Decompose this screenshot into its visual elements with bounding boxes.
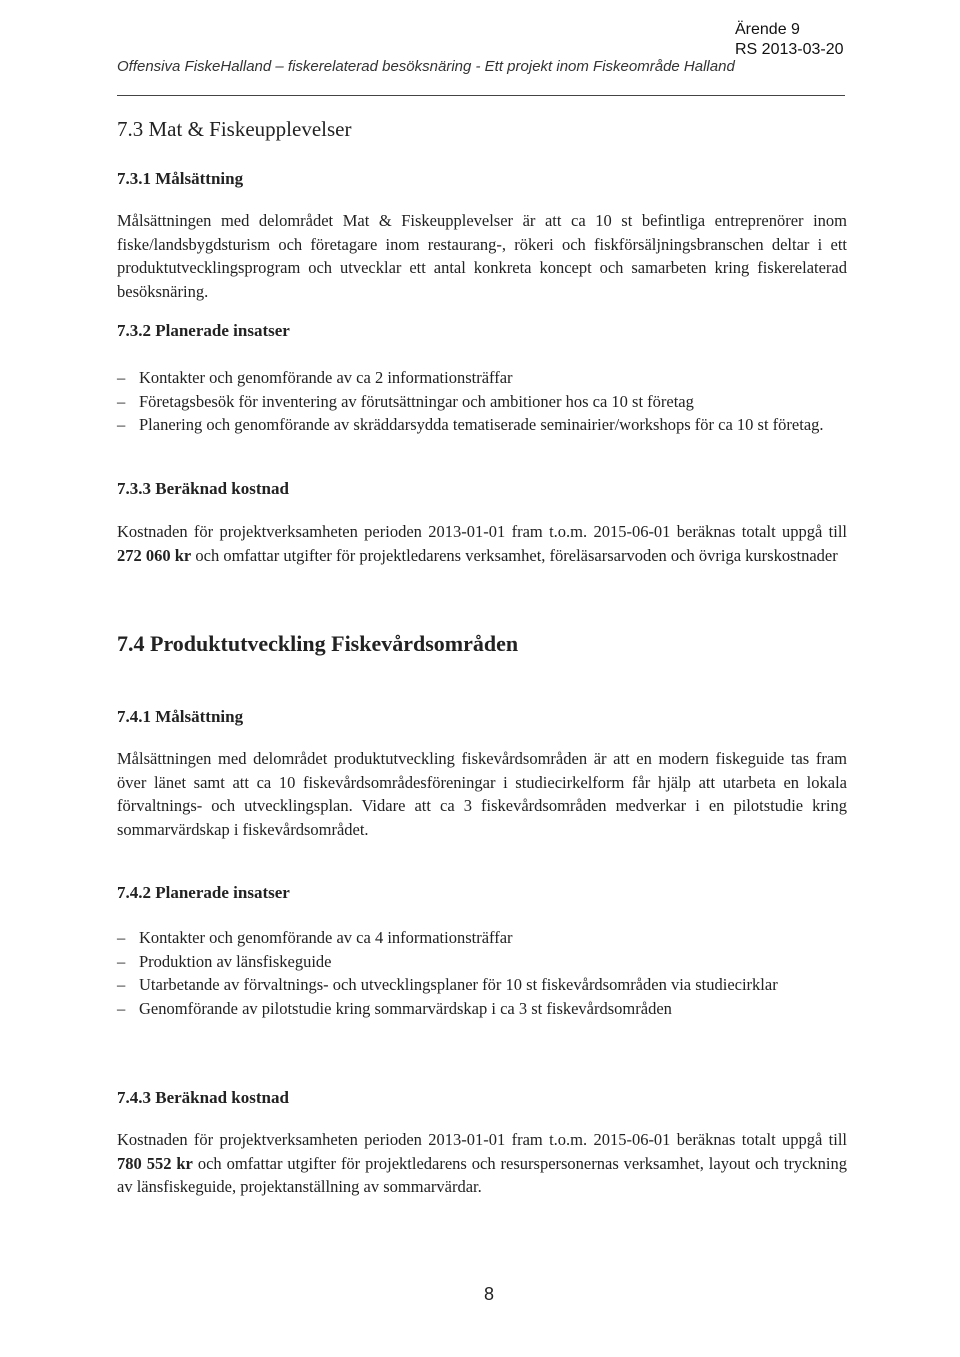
list-item: – Planering och genomförande av skräddarsydda tematiserade seminairier/workshops för ca 10 st företag. [117, 413, 847, 437]
cost-text-end: och omfattar utgifter för projektledarens och resurspersonernas verksamhet, layout och tryckning av länsfiskeguide, projektanställning av sommarvärdar. [117, 1153, 847, 1196]
paragraph-block [117, 1128, 847, 1199]
header-divider [117, 95, 845, 96]
section-heading [117, 631, 847, 657]
paragraph-block [117, 209, 847, 303]
list-item: – Produktion av länsfiskeguide [117, 950, 847, 974]
subsection-title-7-4-1: 7.4.1 Målsättning [117, 707, 244, 726]
subsection-heading [117, 478, 847, 500]
cost-amount: 272 060 kr [117, 545, 192, 565]
cost-amount: 780 552 kr [117, 1153, 193, 1173]
stamp-registration-date: RS 2013-03-20 [735, 41, 844, 58]
list-item: – Kontakter och genomförande av ca 4 informationsträffar [117, 926, 847, 950]
cost-text-start: Kostnaden för projektverksamheten perioden 2013-01-01 fram t.o.m. 2015-06-01 beräknas totalt uppgå till [117, 1130, 847, 1149]
subsection-title-7-4-2: 7.4.2 Planerade insatser [117, 883, 290, 902]
list-item: – Företagsbesök för inventering av förutsättningar och ambitioner hos ca 10 st företag [117, 390, 847, 414]
bullet-list [117, 366, 847, 437]
subsection-heading [117, 706, 847, 728]
paragraph-block [117, 747, 847, 841]
list-item: – Utarbetande av förvaltnings- och utvecklingsplaner för 10 st fiskevårdsområden via studiecirklar [117, 973, 847, 997]
paragraph-7-3-3 [117, 520, 847, 567]
paragraph-7-3-1: Målsättningen med delområdet Mat & Fiskeupplevelser är att ca 10 st befintliga entreprenörer inom fiske/landsbygdsturism och företagare inom restaurang-, rökeri och fiskförsäljningsbranschen deltar i ett produktutvecklingsprogram och utvecklar ett antal konkreta koncept och samarbeten kring fiskerelaterad besöksnäring. [117, 211, 847, 301]
subsection-heading [117, 168, 847, 190]
section-title-7-3: 7.3 Mat & Fiskeupplevelser [117, 117, 352, 141]
subsection-title-7-3-2: 7.3.2 Planerade insatser [117, 321, 290, 340]
page-number: 8 [484, 1284, 495, 1304]
paragraph-7-4-1: Målsättningen med delområdet produktutveckling fiskevårdsområden är att en modern fiskeguide tas fram över länet samt att ca 10 fiskevårdsområdesföreningar i studiecirkelform får hjälp att utarbeta en lokala förvaltnings- och utvecklingsplan. Vidare att ca 3 fiskevårdsområden medverkar i en pilotstudie kring sommarvärdskap i fiskevårdsområdet. [117, 749, 847, 839]
stamp-case-number: Ärende 9 [735, 21, 800, 38]
cost-text-end: och omfattar utgifter för projektledarens verksamhet, föreläsarsarvoden och övriga kurskostnader [191, 545, 838, 565]
subsection-title-7-3-1: 7.3.1 Målsättning [117, 169, 244, 188]
running-header: Offensiva FiskeHalland – fiskerelaterad besöksnäring - Ett projekt inom Fiskeområde Halland [117, 58, 735, 75]
section-heading [117, 116, 847, 142]
registration-stamp [735, 20, 844, 60]
subsection-title-7-3-3: 7.3.3 Beräknad kostnad [117, 479, 289, 498]
list-item: – Kontakter och genomförande av ca 2 informationsträffar [117, 366, 847, 390]
bullet-list [117, 926, 847, 1020]
subsection-heading [117, 1087, 847, 1109]
cost-text-start: Kostnaden för projektverksamheten perioden 2013-01-01 fram t.o.m. 2015-06-01 beräknas totalt uppgå till [117, 522, 847, 541]
list-item: – Genomförande av pilotstudie kring sommarvärdskap i ca 3 st fiskevårdsområden [117, 997, 847, 1021]
subsection-heading [117, 882, 847, 904]
section-title-7-4: 7.4 Produktutveckling Fiskevårdsområden [117, 631, 519, 656]
subsection-title-7-4-3: 7.4.3 Beräknad kostnad [117, 1088, 289, 1107]
paragraph-7-4-3 [117, 1128, 847, 1199]
subsection-heading [117, 320, 847, 342]
paragraph-block [117, 520, 847, 567]
